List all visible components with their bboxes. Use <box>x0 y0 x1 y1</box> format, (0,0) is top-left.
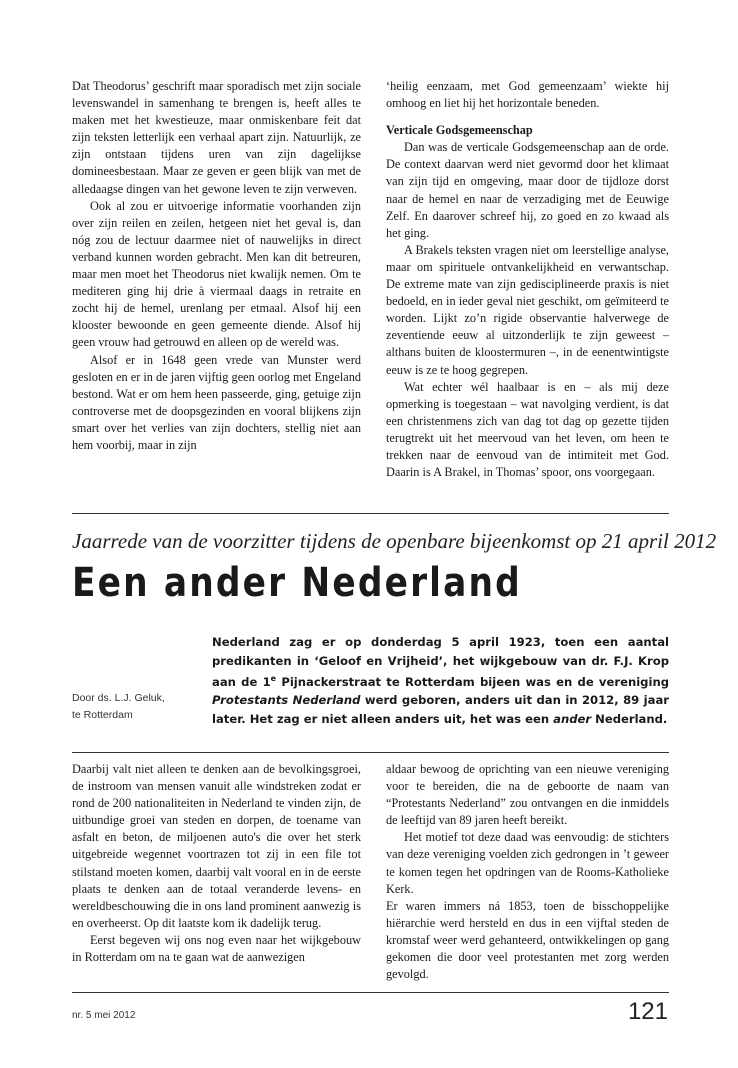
byline-place: te Rotterdam <box>72 709 133 721</box>
paragraph: Er waren immers ná 1853, toen de bisschoppelijke hiërarchie werd hersteld en dus in een vijftal steden de kromstaf weer werd gehanteerd, ontwikkelingen op gang gekomen die door veel protestanten met zorg werden gevolgd. <box>386 898 669 982</box>
paragraph: A Brakels teksten vragen niet om leerstellige analyse, maar om spirituele ontvankelijkheid en verwantschap. De extreme mate van zijn gedisciplineerde praxis is niet bedoeld, en in ieder geval niet geschikt, om geïmiteerd te worden. Lijkt zo’n rigide observantie halverwege de zeventiende eeuw al uitzonderlijk te zijn geweest – althans buiten de kloostermuren –, in de eenentwintigste eeuw is ze te hoog gegrepen. <box>386 242 669 377</box>
article-kicker: Jaarrede van de voorzitter tijdens de openbare bijeenkomst op 21 april 2012 <box>72 529 717 553</box>
lead-text: werd geboren, anders uit dan in 2012, 89 jaar later. Het zag er niet alleen anders uit, het was een <box>212 693 669 726</box>
paragraph: Het motief tot deze daad was eenvoudig: de stichters van deze vereniging voelden zich gedrongen in ’t geweer te komen tegen het opdringen van de Rooms-Katholieke Kerk. <box>386 830 669 896</box>
lead-superscript: e <box>270 674 277 683</box>
paragraph: Dan was de verticale Godsgemeenschap aan de orde. De context daarvan werd niet gevormd door het klimaat van zijn tijd en omgeving, maar door de tijdloze dorst naar de hemel en naar de verzadiging met de Eeuwige Zelf. En daarover schreef hij, zo goed en zo kwaad als het ging. <box>386 140 669 240</box>
lead-text: Nederland zag er op donderdag 5 april 1923, toen een aantal predikanten in ‘Geloof en Vrijheid’, het wijkgebouw van dr. F.J. Krop aan de 1 <box>212 635 669 689</box>
lead-paragraph <box>212 633 669 728</box>
footer-divider <box>72 992 669 993</box>
lead-emphasis: ander <box>553 711 592 726</box>
lead-text: Pijnackerstraat te Rotterdam bijeen was en de vereniging <box>276 674 669 689</box>
lead-emphasis: Protestants Nederland <box>212 693 361 708</box>
paragraph: Dat Theodorus’ geschrift maar sporadisch met zijn sociale levenswandel in samenhang te brengen is, heeft alles te maken met het kwestieuze, maar onmiskenbare feit dat zijn teksten letterlijk een verhaal apart zijn. Natuurlijk, ze zijn ontstaan tijdens uren van zijn dagelijkse domineesbestaan. Maar ze geven er geen blijk van met de alledaagse dingen van het gewone leven te zijn verweven. <box>72 79 361 196</box>
article-left-column <box>72 761 361 966</box>
page-number: 121 <box>627 998 668 1025</box>
paragraph: aldaar bewoog de oprichting van een nieuwe vereniging voor te bereiden, die na de geboorte de naam van “Protestants Nederland” zou ontvangen en die inmiddels de leeftijd van 89 jaren heeft bereikt. <box>386 762 669 828</box>
paragraph: Eerst begeven wij ons nog even naar het wijkgebouw in Rotterdam om na te gaan wat de aanwezigen <box>72 932 361 965</box>
byline-author: Door ds. L.J. Geluk, <box>72 692 165 704</box>
section-divider <box>72 752 669 753</box>
article-title: Een ander Nederland <box>72 560 522 606</box>
top-right-column <box>386 78 669 481</box>
article-right-column <box>386 761 669 983</box>
byline <box>72 690 192 724</box>
section-divider <box>72 513 669 514</box>
paragraph: Ook al zou er uitvoerige informatie voorhanden zijn over zijn reilen en zeilen, hetgeen niet het geval is, dan nóg zou de lectuur daarmee niet of nauwelijks in direct verband kunnen worden gebracht. Men kan dit betreuren, maar men moet het Theodorus niet kwalijk nemen. Om te mediteren ging hij drie à viermaal daags in retraite en zocht hij de hemel, urenlang per etmaal. Alsof hij een klooster bewoonde en geen gemeente diende. Alsof hij geen vrouw had getrouwd en alleen op de wereld was. <box>72 198 361 350</box>
top-left-column <box>72 78 361 454</box>
issue-label: nr. 5 mei 2012 <box>72 1010 136 1021</box>
paragraph: Daarbij valt niet alleen te denken aan de bevolkingsgroei, de instroom van mensen vanuit alle windstreken zodat er rond de 200 nationaliteiten in Nederland te vinden zijn, de uitbundige groei van steden en dorpen, de toename van asfalt en beton, de miljoenen auto's die over het sterk uitgebreide wegennet voortrazen tot zij in een file tot stilstand moeten komen, daarbij valt vooral en in de eerste plaats te denken aan de totaal veranderde levens- en wereldbeschouwing die in ons land prominent aanwezig is en overheerst. Op dit laatste kom ik dadelijk terug. <box>72 762 361 930</box>
lead-text: Nederland. <box>591 711 668 726</box>
paragraph: ‘heilig eenzaam, met God gemeenzaam’ wiekte hij omhoog en liet hij het horizontale beneden. <box>386 79 669 111</box>
section-heading: Verticale Godsgemeenschap <box>386 123 533 138</box>
paragraph: Alsof er in 1648 geen vrede van Munster werd gesloten en er in de jaren vijftig geen oorlog met Engeland bestond. Wat er om hem heen passeerde, ging, getuige zijn controverse met de doopsgezinden en vooral blijkens zijn smart over het verlies van zijn dochters, stellig niet aan hem voorbij, maar in zijn <box>72 352 361 452</box>
paragraph: Wat echter wél haalbaar is en – als mij deze opmerking is toegestaan – wat navolging verdient, is dat een christenmens zich van dag tot dag op gezette tijden terugtrekt uit het meervoud van het leven, om heen te trekken naar de eenvoud van de intimiteit met God. Daarin is A Brakel, in Thomas’ spoor, ons voorgegaan. <box>386 379 669 480</box>
